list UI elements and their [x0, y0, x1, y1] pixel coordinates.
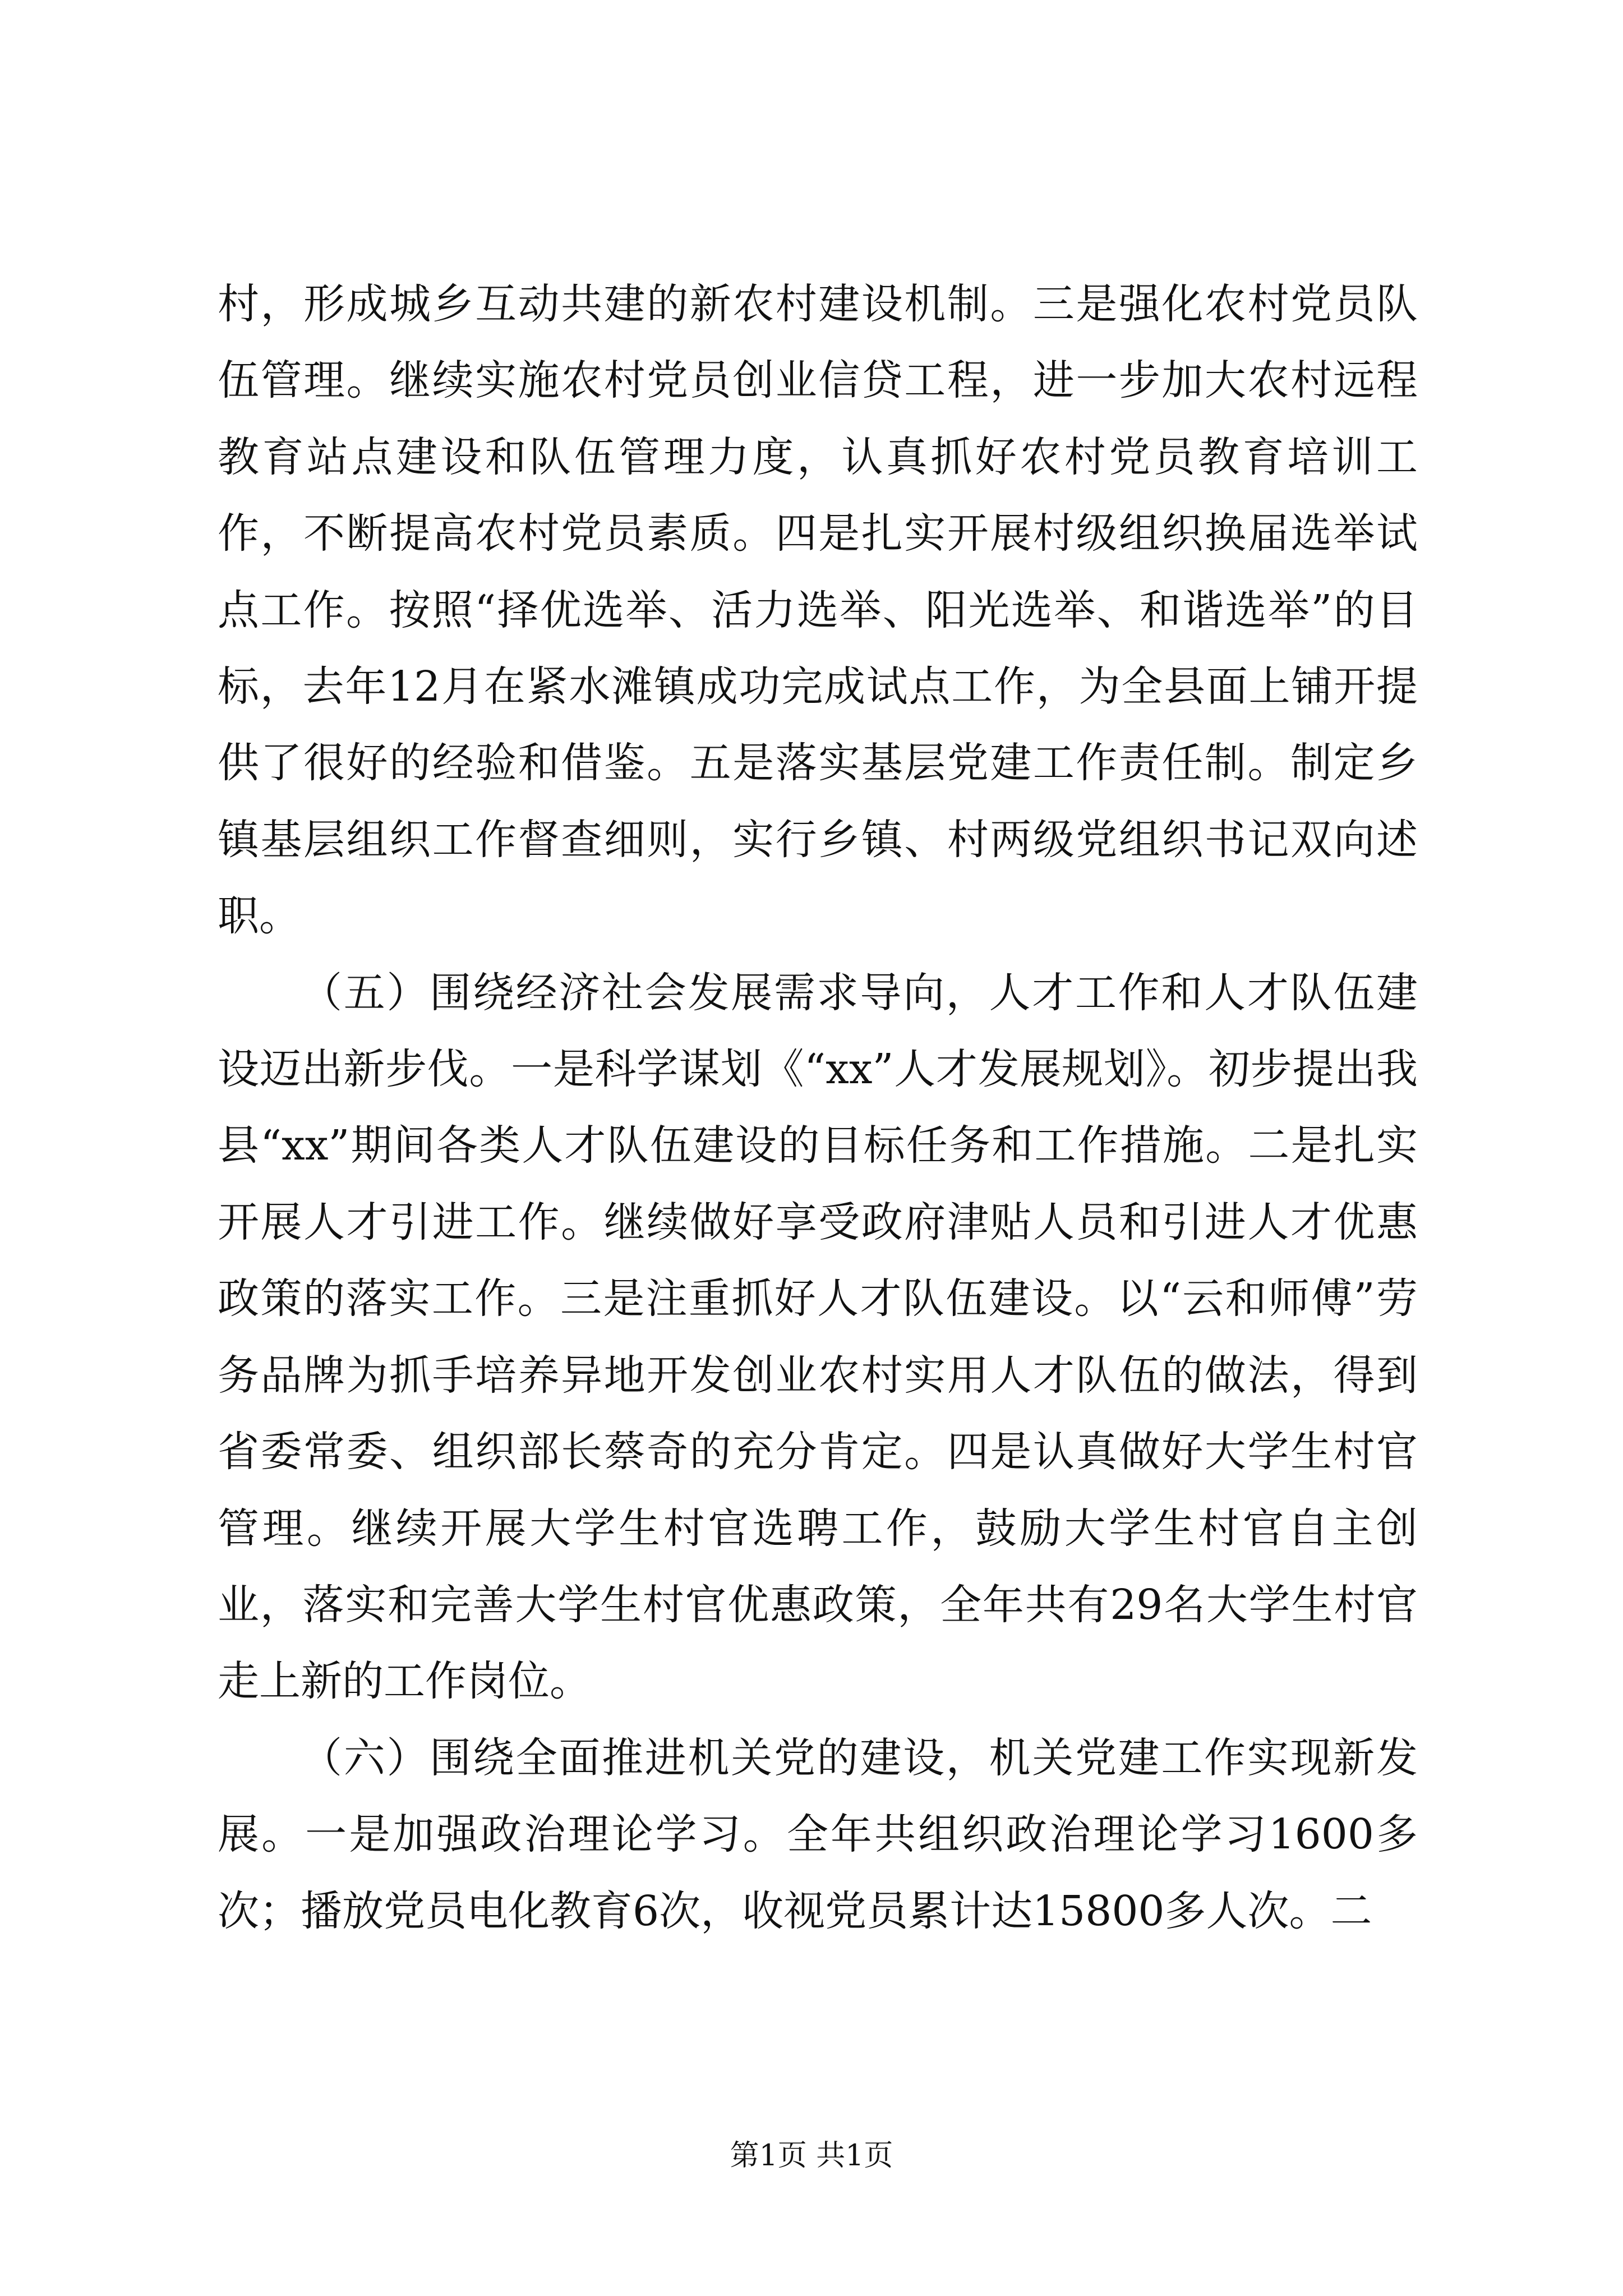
paragraph-section-six: （六）围绕全面推进机关党的建设，机关党建工作实现新发展。一是加强政治理论学习。全年共组织政治理论学习1600多次；播放党员电化教育6次，收视党员累计达15800多人次。二 — [218, 1733, 1418, 1935]
paragraph-continued: 村，形成城乡互动共建的新农村建设机制。三是强化农村党员队伍管理。继续实施农村党员创业信贷工程，进一步加大农村远程教育站点建设和队伍管理力度，认真抓好农村党员教育培训工作，不断提高农村党员素质。四是扎实开展村级组织换届选举试点工作。按照“择优选举、活力选举、阳光选举、和谐选举”的目标，去年12月在紧水滩镇成功完成试点工作，为全县面上铺开提供了很好的经验和借鉴。五是落实基层党建工作责任制。制定乡镇基层组织工作督查细则，实行乡镇、村两级党组织书记双向述职。 — [218, 280, 1418, 941]
page-footer: 第1页 共1页 — [730, 2139, 893, 2173]
document-body — [218, 266, 1418, 1949]
paragraph-section-five: （五）围绕经济社会发展需求导向，人才工作和人才队伍建设迈出新步伐。一是科学谋划《“xx”人才发展规划》。初步提出我县“xx”期间各类人才队伍建设的目标任务和工作措施。二是扎实开展人才引进工作。继续做好享受政府津贴人员和引进人才优惠政策的落实工作。三是注重抓好人才队伍建设。以“云和师傅”劳务品牌为抓手培养异地开发创业农村实用人才队伍的做法，得到省委常委、组织部长蔡奇的充分肯定。四是认真做好大学生村官管理。继续开展大学生村官选聘工作，鼓励大学生村官自主创业，落实和完善大学生村官优惠政策，全年共有29名大学生村官走上新的工作岗位。 — [218, 968, 1418, 1706]
